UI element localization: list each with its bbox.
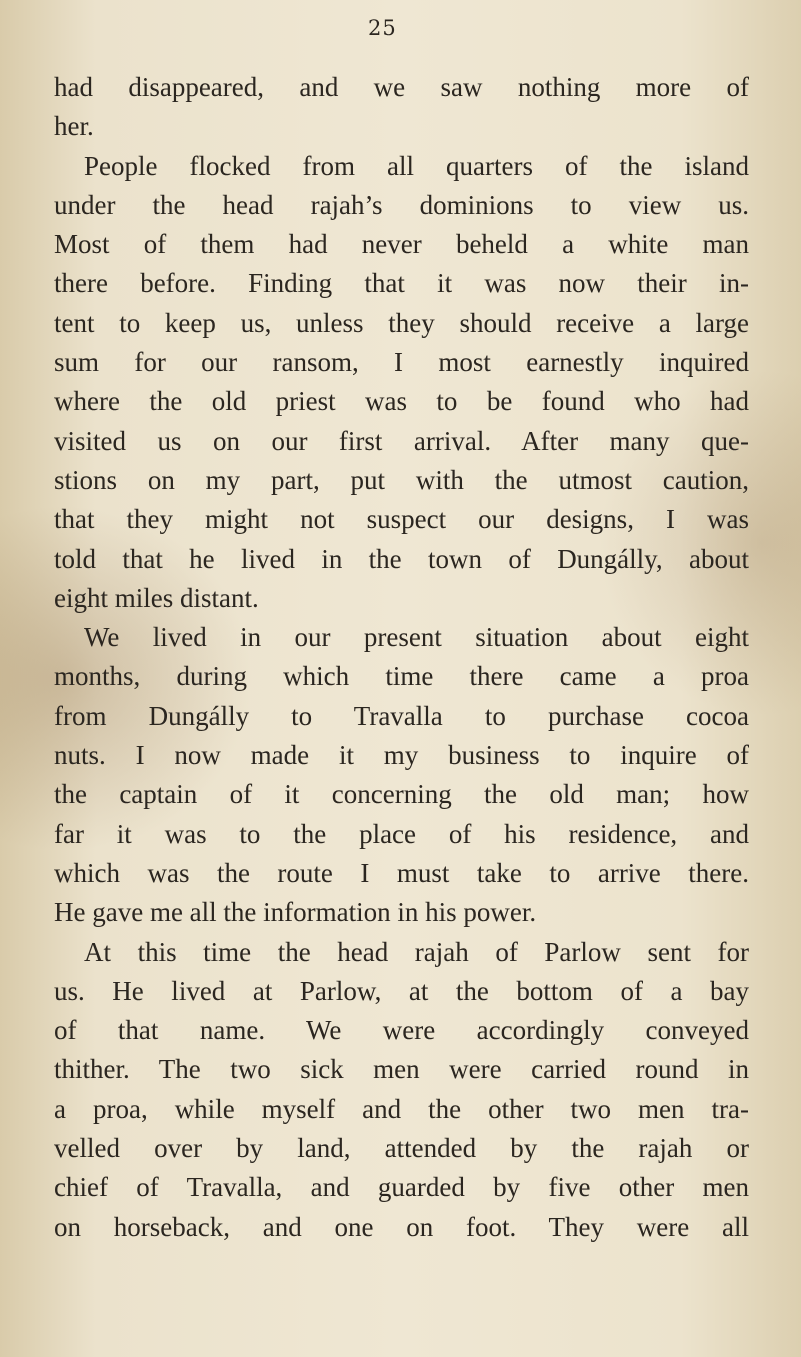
- text-line: under the head rajah’s dominions to view us.: [54, 189, 749, 220]
- text-line: far it was to the place of his residence, and: [54, 818, 749, 849]
- text-line: chief of Travalla, and guarded by five other men: [54, 1172, 749, 1203]
- text-line: tent to keep us, unless they should receive a large: [54, 307, 749, 338]
- text-line: her.: [54, 111, 94, 142]
- text-line: He gave me all the information in his power.: [54, 897, 537, 928]
- body-text: [54, 68, 749, 1247]
- text-line: months, during which time there came a proa: [54, 661, 749, 692]
- text-line: us. He lived at Parlow, at the bottom of a bay: [54, 975, 749, 1006]
- text-line: People flocked from all quarters of the island: [84, 150, 749, 181]
- page-number: 25: [368, 16, 397, 40]
- text-line: that they might not suspect our designs, I was: [54, 504, 749, 535]
- text-line: stions on my part, put with the utmost caution,: [54, 464, 749, 495]
- text-line: visited us on our first arrival. After many que-: [54, 425, 749, 456]
- text-line: We lived in our present situation about eight: [84, 622, 749, 653]
- text-line: the captain of it concerning the old man; how: [54, 779, 749, 810]
- text-line: of that name. We were accordingly conveyed: [54, 1015, 749, 1046]
- text-line: a proa, while myself and the other two men tra-: [54, 1093, 749, 1124]
- text-line: there before. Finding that it was now their in-: [54, 268, 749, 299]
- text-line: Most of them had never beheld a white man: [54, 229, 749, 260]
- text-line: on horseback, and one on foot. They were all: [54, 1211, 749, 1242]
- text-line: nuts. I now made it my business to inquire of: [54, 740, 749, 771]
- text-line: thither. The two sick men were carried round in: [54, 1054, 749, 1085]
- text-line: where the old priest was to be found who had: [54, 386, 749, 417]
- text-line: sum for our ransom, I most earnestly inquired: [54, 347, 749, 378]
- text-line: from Dungálly to Travalla to purchase cocoa: [54, 700, 749, 731]
- text-line: which was the route I must take to arrive there.: [54, 857, 749, 888]
- text-line: told that he lived in the town of Dungálly, about: [54, 543, 749, 574]
- text-line: At this time the head rajah of Parlow sent for: [84, 936, 749, 967]
- text-line: velled over by land, attended by the rajah or: [54, 1133, 749, 1164]
- text-line: had disappeared, and we saw nothing more of: [54, 72, 749, 102]
- text-line: eight miles distant.: [54, 582, 259, 613]
